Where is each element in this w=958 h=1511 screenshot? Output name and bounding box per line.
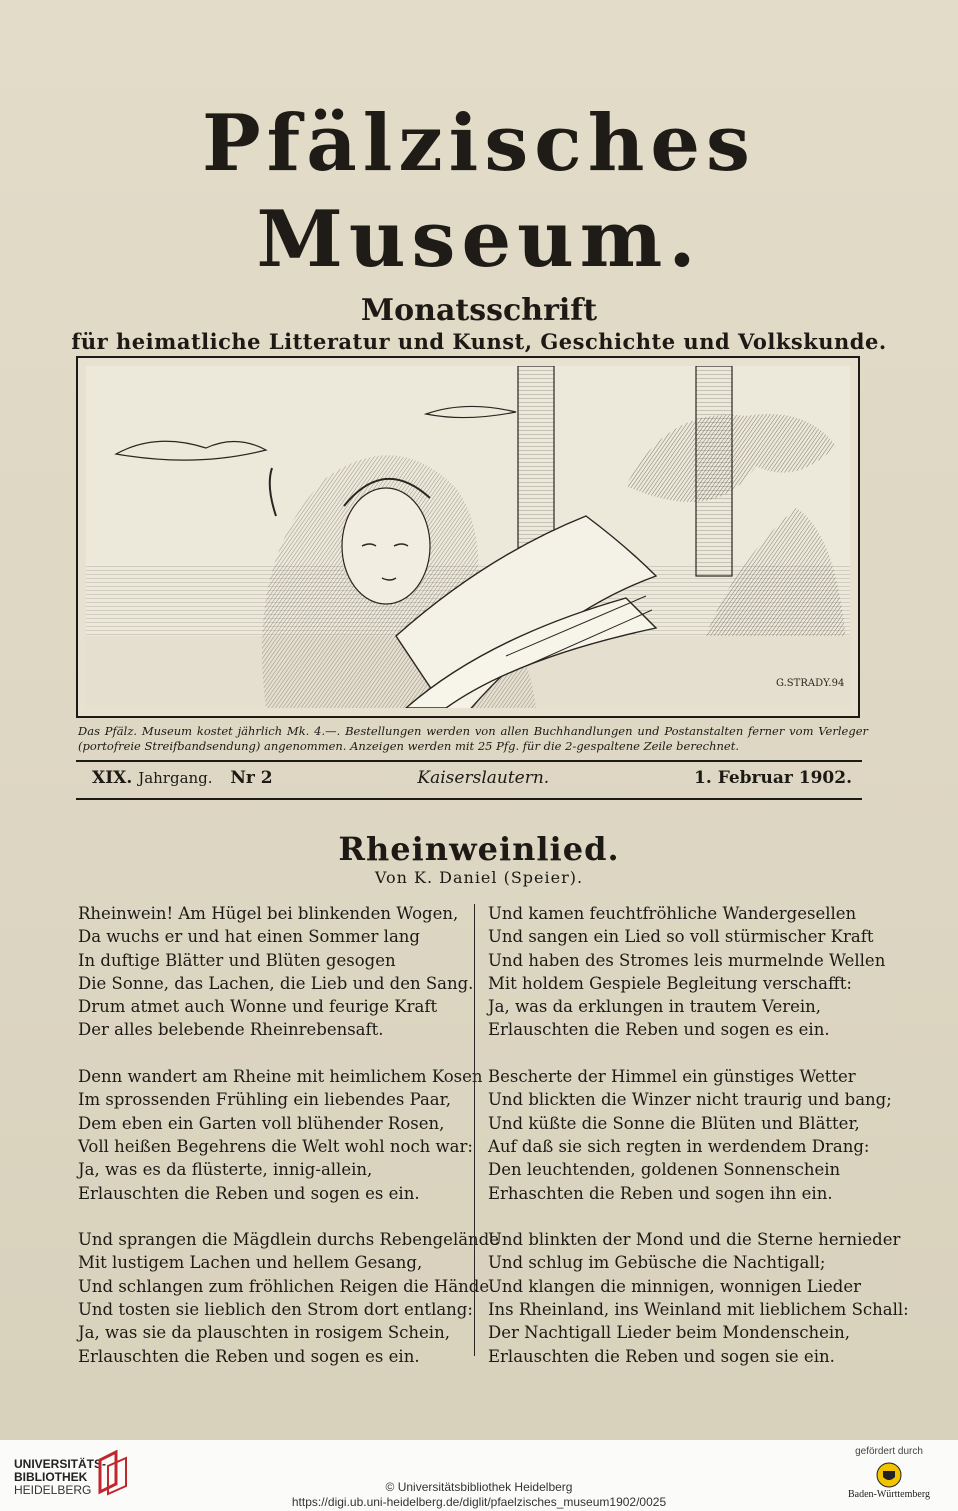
poem-line: Ja, was es da flüsterte, innig-allein, (78, 1160, 373, 1180)
issue-line (92, 768, 852, 788)
poem-line: Erlauschten die Reben und sogen es ein. (78, 1183, 420, 1203)
poem-line: Die Sonne, das Lachen, die Lieb und den Sang. (78, 973, 474, 993)
poem-line: Erlauschten die Reben und sogen es ein. (78, 1346, 420, 1366)
poem-line: Denn wandert am Rheine mit heimlichem Kosen (78, 1067, 483, 1087)
journal-tagline: für heimatliche Litteratur und Kunst, Geschichte und Volkskunde. (71, 329, 887, 354)
poem-line: Da wuchs er und hat einen Sommer lang (78, 927, 420, 947)
issue-date: 1. Februar 1902. (694, 768, 852, 788)
library-name-line1: UNIVERSITÄTS- (14, 1457, 107, 1471)
poem-line: Den leuchtenden, goldenen Sonnenschein (488, 1160, 841, 1180)
woman-reading-book-illustration (86, 366, 850, 708)
rule-top (76, 760, 862, 762)
poem-stanza (78, 902, 474, 1042)
permalink-url[interactable]: https://digi.ub.uni-heidelberg.de/diglit/pfaelzisches_museum1902/0025 (291, 1495, 667, 1509)
poem-byline: Von K. Daniel (Speier). (374, 868, 584, 887)
poem-stanza (78, 1065, 483, 1205)
issue-place: Kaiserslautern. (417, 768, 550, 788)
poem-line: Mit holdem Gespiele Begleitung verschafft: (488, 973, 852, 993)
poem-line: Drum atmet auch Wonne und feurige Kraft (78, 997, 438, 1017)
poem-column-right (488, 902, 909, 1391)
poem-line: Und küßte die Sonne die Blüten und Blätter, (488, 1113, 860, 1133)
poem-line: Ja, was sie da plauschten in rosigem Schein, (78, 1323, 450, 1343)
copyright-block (0, 1480, 958, 1510)
issue-volume-group (92, 768, 273, 788)
subscription-notice: Das Pfälz. Museum kostet jährlich Mk. 4.—. Bestellungen werden von allen Buchhandlungen und Postanstalten ferner vom Verleger (portofreie Streifbandsendung) angenommen. Anzeigen werden mit 25 Pfg. für die 2-gespaltene Zeile berechnet. (78, 724, 868, 753)
poem-line: Und kamen feuchtfröhliche Wandergesellen (488, 904, 857, 923)
poem-line: Voll heißen Begehrens die Welt wohl noch war: (78, 1136, 473, 1156)
column-divider (474, 904, 475, 1356)
poem-line: Ja, was da erklungen in trautem Verein, (488, 997, 822, 1017)
poem-line: Und haben des Stromes leis murmelnde Wellen (488, 950, 886, 970)
issue-number: Nr 2 (230, 768, 273, 788)
issue-volume: XIX. (92, 768, 133, 788)
poem-line: Erlauschten die Reben und sogen es ein. (488, 1020, 830, 1040)
header-illustration (76, 356, 860, 718)
sponsor-label: gefördert durch (855, 1446, 923, 1457)
poem-line: Und blickten die Winzer nicht traurig und bang; (488, 1090, 892, 1110)
library-name-line3: HEIDELBERG (14, 1483, 92, 1497)
poem-line: Und tosten sie lieblich den Strom dort entlang: (78, 1300, 473, 1320)
poem-stanza (488, 902, 886, 1042)
state-seal-icon (876, 1462, 902, 1488)
poem-line: Erhaschten die Reben und sogen ihn ein. (488, 1183, 833, 1203)
poem-line: Und klangen die minnigen, wonnigen Lieder (488, 1276, 862, 1296)
issue-volume-label: Jahrgang. (138, 769, 213, 787)
copyright-text: © Universitätsbibliothek Heidelberg (385, 1480, 573, 1494)
poem-column-left (78, 902, 500, 1391)
rule-bottom (76, 798, 862, 800)
poem-line: Und sprangen die Mägdlein durchs Rebengelände (78, 1230, 500, 1250)
poem-line: Dem eben ein Garten voll blühender Rosen, (78, 1113, 445, 1133)
poem-line: Der alles belebende Rheinrebensaft. (78, 1020, 384, 1040)
poem-stanza (488, 1228, 909, 1368)
poem-line: Und schlug im Gebüsche die Nachtigall; (488, 1253, 826, 1273)
poem-line: Und schlangen zum fröhlichen Reigen die Hände (78, 1276, 490, 1296)
poem-title: Rheinweinlied. (338, 830, 620, 868)
poem-line: Und blinkten der Mond und die Sterne hernieder (488, 1230, 901, 1250)
poem-stanza (78, 1228, 500, 1368)
sponsor-name: Baden-Württemberg (847, 1489, 930, 1500)
poem-line: Im sprossenden Frühling ein liebendes Paar, (78, 1090, 451, 1110)
poem-stanza (488, 1065, 892, 1205)
poem-line: Ins Rheinland, ins Weinland mit lieblichem Schall: (488, 1300, 909, 1320)
library-name-line2: BIBLIOTHEK (14, 1470, 88, 1484)
journal-subtitle: Monatsschrift (360, 293, 598, 328)
sponsor-block (834, 1446, 944, 1500)
poem-line: Erlauschten die Reben und sogen sie ein. (488, 1346, 835, 1366)
poem-line: Mit lustigem Lachen und hellem Gesang, (78, 1253, 423, 1273)
artist-signature: G.STRADY.94 (776, 678, 845, 689)
poem-line: Und sangen ein Lied so voll stürmischer Kraft (488, 927, 874, 947)
poem-line: Der Nachtigall Lieder beim Mondenschein, (488, 1323, 850, 1343)
footer-bar (0, 1440, 958, 1511)
journal-title: Pfälzisches Museum. (202, 98, 756, 285)
poem-line: In duftige Blätter und Blüten gesogen (78, 950, 396, 970)
poem-line: Rheinwein! Am Hügel bei blinkenden Wogen, (78, 904, 459, 923)
poem-line: Bescherte der Himmel ein günstiges Wetter (488, 1067, 856, 1087)
poem-line: Auf daß sie sich regten in werdendem Drang: (488, 1136, 870, 1156)
